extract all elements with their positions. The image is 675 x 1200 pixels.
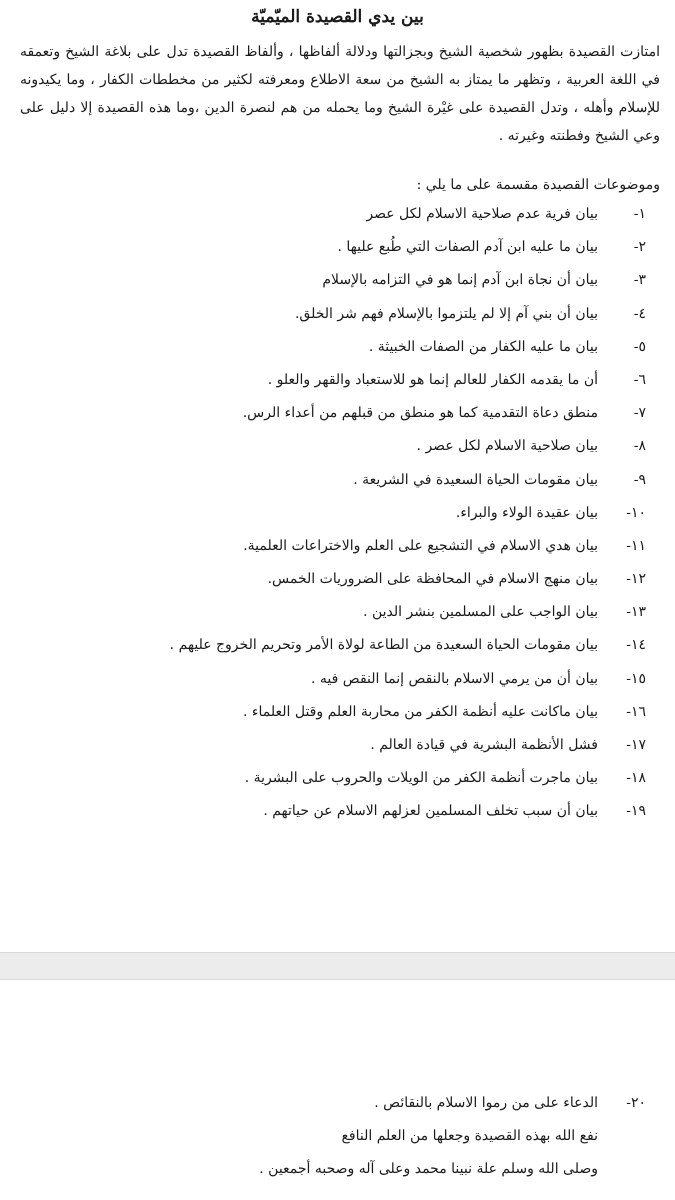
topic-item: [20, 767, 660, 800]
topic-number: ٩-: [633, 471, 646, 488]
topic-number: ١٣-: [626, 604, 646, 621]
topic-number: ١٨-: [626, 770, 646, 787]
topic-text: بيان أن نجاة ابن آدم إنما هو في التزامه بالإسلام: [322, 272, 598, 289]
topic-number: ١٠-: [626, 504, 646, 521]
topic-item: [20, 601, 660, 634]
topic-item: [20, 734, 660, 767]
topic-number: ١٧-: [626, 737, 646, 753]
topic-item: [20, 1092, 660, 1125]
topics-list: [20, 203, 660, 834]
topic-number: ٦-: [633, 371, 646, 388]
topic-number: ٤-: [633, 305, 646, 322]
topic-text: بيان هدي الاسلام في التشجيع على العلم والاختراعات العلمية.: [243, 537, 598, 554]
topic-item: [20, 269, 660, 302]
topics-lead: وموضوعات القصيدة مقسمة على ما يلي :: [416, 177, 660, 193]
topic-item: [20, 469, 660, 502]
topic-number: ٥-: [633, 338, 646, 355]
topic-text: بيان عقيدة الولاء والبراء.: [455, 504, 598, 521]
closing-salutation-line: وصلى الله وسلم علة نبينا محمد وعلى آله وصحبه أجمعين .: [259, 1161, 598, 1177]
topic-text: أن ما يقدمه الكفار للعالم إنما هو للاستعباد والقهر والعلو .: [267, 371, 598, 388]
topic-item: [20, 336, 660, 369]
topic-text: بيان صلاحية الاسلام لكل عصر .: [416, 438, 598, 455]
topic-text: منطق دعاة التقدمية كما هو منطق من قبلهم من أعداء الرس.: [242, 405, 598, 422]
topic-item: [20, 203, 660, 236]
topic-number: ١٥-: [626, 670, 646, 687]
topic-number: ٧-: [633, 405, 646, 422]
topic-number: ٨-: [633, 438, 646, 455]
topic-item: [20, 402, 660, 435]
document-title: بين يدي القصيدة الميّميّة: [251, 7, 424, 27]
topic-number: ١٢-: [626, 571, 646, 588]
topic-item: [20, 535, 660, 568]
topic-text: بيان منهج الاسلام في المحافظة على الضروريات الخمس.: [267, 571, 598, 588]
topic-text: بيان فرية عدم صلاحية الاسلام لكل عصر: [366, 206, 598, 222]
topic-number: ١٤-: [626, 637, 646, 654]
topic-item: [20, 369, 660, 402]
topic-text: بيان مقومات الحياة السعيدة في الشريعة .: [353, 471, 598, 488]
topic-item: [20, 668, 660, 701]
topic-item: [20, 634, 660, 667]
topic-item: [20, 236, 660, 269]
topic-item: [20, 800, 660, 833]
topic-text: فشل الأنظمة البشرية في قيادة العالم .: [370, 737, 598, 753]
topic-number: ٢-: [633, 239, 646, 256]
page-break: [0, 952, 675, 980]
topic-text: بيان أن بني آم إلا لم يلتزموا بالإسلام فهم شر الخلق.: [294, 305, 598, 322]
topic-text: بيان أن سبب تخلف المسلمين لعزلهم الاسلام عن حياتهم .: [263, 803, 598, 820]
topic-item: [20, 568, 660, 601]
topic-text: الدعاء على من رموا الاسلام بالنقائص .: [374, 1095, 598, 1111]
topic-number: ١-: [633, 206, 646, 222]
topic-number: ١٦-: [626, 703, 646, 720]
topic-text: بيان مقومات الحياة السعيدة من الطاعة لولاة الأمر وتحريم الخروج عليهم .: [169, 637, 598, 654]
intro-paragraph: امتازت القصيدة بظهور شخصية الشيخ وبجزالتها ودلالة ألفاظها ، وألفاظ القصيدة تدل على بلاغة الشيخ وتعمقه في اللغة العربية ، وتظهر ما يمتاز به الشيخ من سعة الاطلاع ومعرفته لكثير من مخططات الكفار ، وما يكيدونه للإسلام وأهله ، وتدل القصيدة على غيْرة الشيخ وما يحمله من هم لنصرة الدين ،وما هذه القصيدة إلا دليل على وعي الشيخ وفطنته وغيرته .: [20, 44, 660, 144]
closing-prayer-line: نفع الله بهذه القصيدة وجعلها من العلم النافع: [341, 1128, 598, 1144]
topics-list-continued: [20, 1092, 660, 1125]
topic-text: بيان ما عليه الكفار من الصفات الخبيثة .: [368, 338, 598, 355]
topic-text: بيان ماجرت أنظمة الكفر من الويلات والحروب على البشرية .: [244, 770, 598, 787]
topic-text: بيان أن من يرمي الاسلام بالنقص إنما النقص فيه .: [311, 670, 598, 687]
topic-number: ٢٠-: [626, 1095, 646, 1111]
topic-item: [20, 502, 660, 535]
topic-text: بيان الواجب على المسلمين بنشر الدين .: [363, 604, 598, 621]
topic-item: [20, 303, 660, 336]
topic-number: ١٩-: [626, 803, 646, 820]
topic-item: [20, 701, 660, 734]
topic-text: بيان ماكانت عليه أنظمة الكفر من محاربة العلم وقتل العلماء .: [243, 703, 598, 720]
topic-text: بيان ما عليه ابن آدم الصفات التي طُبع عليها .: [337, 239, 598, 256]
topic-number: ١١-: [626, 537, 646, 554]
topic-number: ٣-: [633, 272, 646, 289]
topic-item: [20, 435, 660, 468]
